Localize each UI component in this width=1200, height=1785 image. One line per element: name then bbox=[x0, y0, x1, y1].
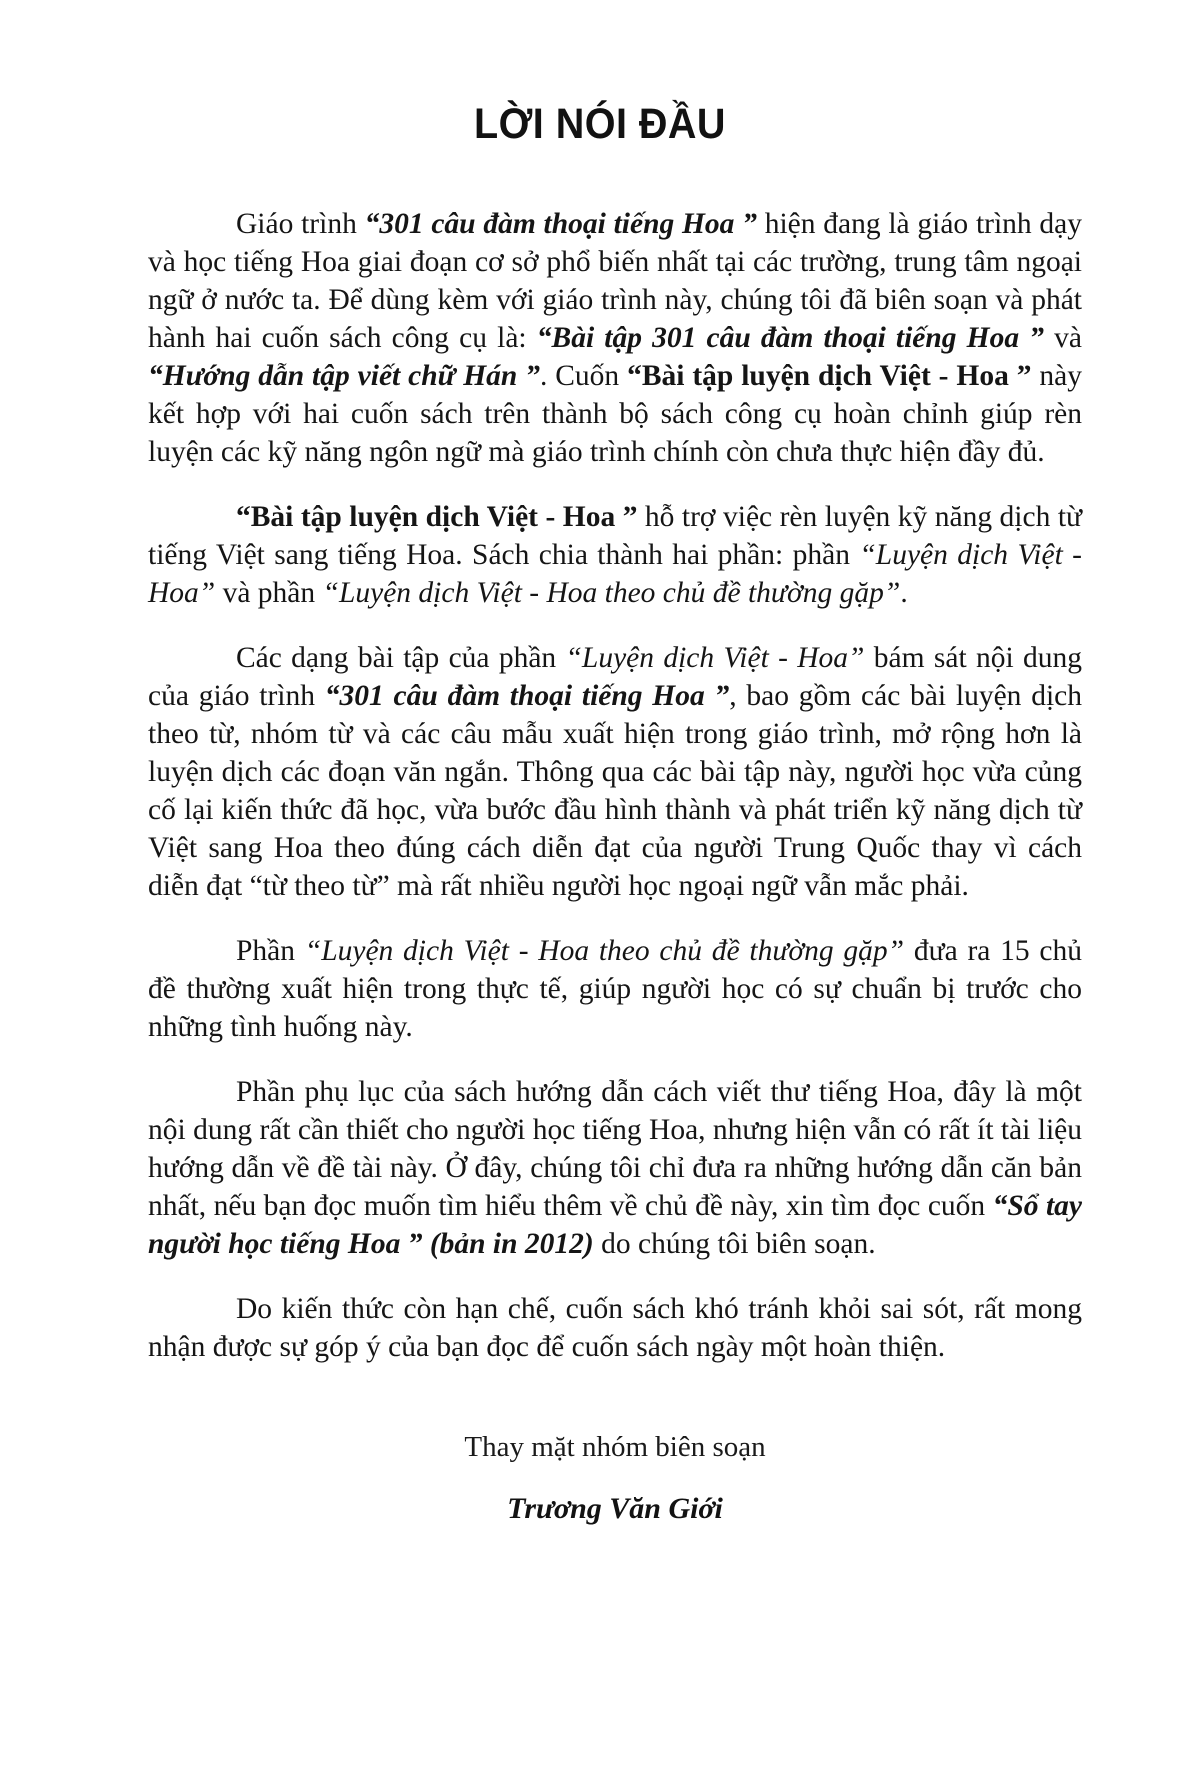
text-run: “Bài tập luyện dịch Việt - Hoa ” bbox=[236, 501, 638, 533]
text-run: “Luyện dịch Việt - Hoa” bbox=[565, 642, 865, 674]
text-run: Các dạng bài tập của phần bbox=[236, 642, 566, 674]
text-run: hiện đang là giáo trình dạy và học tiếng Hoa giai đoạn cơ sở phổ biến nhất tại các trường, trung tâm ngoại ngữ ở nước ta. Để dùng kèm với giáo trình này, chúng tôi đã biên soạn và phát hành hai cuốn sách công cụ là: bbox=[148, 208, 1083, 354]
paragraph bbox=[148, 932, 1082, 1046]
text-run: Phần bbox=[236, 935, 305, 967]
text-run: và bbox=[1044, 322, 1083, 354]
text-run: “301 câu đàm thoại tiếng Hoa ” bbox=[324, 680, 730, 712]
text-run: đưa ra 15 chủ đề thường xuất hiện trong thực tế, giúp người học có sự chuẩn bị trước cho những tình huống này. bbox=[148, 935, 1083, 1043]
text-run: “Sổ tay người học tiếng Hoa ” (bản in 2012) bbox=[148, 1190, 1082, 1260]
text-run: , bao gồm các bài luyện dịch theo từ, nhóm từ và các câu mẫu xuất hiện trong giáo trình, mở rộng hơn là luyện dịch các đoạn văn ngắn. Thông qua các bài tập này, người học vừa củng cố lại kiến thức đã học, vừa bước đầu hình thành và phát triển kỹ năng dịch từ Việt sang Hoa theo đúng cách diễn đạt của người Trung Quốc thay vì cách diễn đạt “từ theo từ” mà rất nhiều người học ngoại ngữ vẫn mắc phải. bbox=[148, 680, 1082, 902]
text-run: . bbox=[900, 577, 908, 609]
page-title-text: LỜI NÓI ĐẦU bbox=[474, 100, 726, 148]
paragraph bbox=[148, 205, 1082, 471]
paragraph bbox=[148, 639, 1082, 905]
text-run: Phần phụ lục của sách hướng dẫn cách viết thư tiếng Hoa, đây là một nội dung rất cần thiết cho người học tiếng Hoa, nhưng hiện vẫn có rất ít tài liệu hướng dẫn về đề tài này. Ở đây, chúng tôi chỉ đưa ra những hướng dẫn căn bản nhất, nếu bạn đọc muốn tìm hiểu thêm về chủ đề này, xin tìm đọc cuốn bbox=[148, 1076, 1082, 1222]
text-run: và phần bbox=[215, 577, 323, 609]
closing-block bbox=[0, 1428, 1200, 1528]
author-signature: Trương Văn Giới bbox=[507, 1492, 723, 1525]
text-run: “Hướng dẫn tập viết chữ Hán ” bbox=[148, 360, 540, 392]
text-run: “Bài tập 301 câu đàm thoại tiếng Hoa ” bbox=[536, 322, 1045, 354]
paragraph bbox=[148, 1073, 1082, 1263]
text-run: bám sát nội dung của giáo trình bbox=[148, 642, 1082, 712]
text-run: do chúng tôi biên soạn. bbox=[593, 1228, 876, 1260]
preface-body bbox=[0, 205, 1200, 1366]
paragraph bbox=[148, 1290, 1082, 1366]
paragraph bbox=[148, 498, 1082, 612]
page-title bbox=[0, 100, 1200, 149]
text-run: “Luyện dịch Việt - Hoa” bbox=[148, 539, 1082, 609]
text-run: “Bài tập luyện dịch Việt - Hoa ” bbox=[627, 360, 1032, 392]
text-run: Giáo trình bbox=[236, 208, 365, 240]
text-run: “Luyện dịch Việt - Hoa theo chủ đề thường gặp” bbox=[322, 577, 901, 609]
text-run: “301 câu đàm thoại tiếng Hoa ” bbox=[364, 208, 757, 240]
text-run: “Luyện dịch Việt - Hoa theo chủ đề thường gặp” bbox=[304, 935, 905, 967]
closing-attribution: Thay mặt nhóm biên soạn bbox=[464, 1431, 766, 1463]
text-run: này kết hợp với hai cuốn sách trên thành bộ sách công cụ hoàn chỉnh giúp rèn luyện các kỹ năng ngôn ngữ mà giáo trình chính còn chưa thực hiện đầy đủ. bbox=[148, 360, 1082, 468]
text-run: . Cuốn bbox=[539, 360, 628, 392]
text-run: hỗ trợ việc rèn luyện kỹ năng dịch từ tiếng Việt sang tiếng Hoa. Sách chia thành hai phần: phần bbox=[148, 501, 1083, 571]
text-run: Do kiến thức còn hạn chế, cuốn sách khó tránh khỏi sai sót, rất mong nhận được sự góp ý của bạn đọc để cuốn sách ngày một hoàn thiện. bbox=[148, 1293, 1082, 1363]
